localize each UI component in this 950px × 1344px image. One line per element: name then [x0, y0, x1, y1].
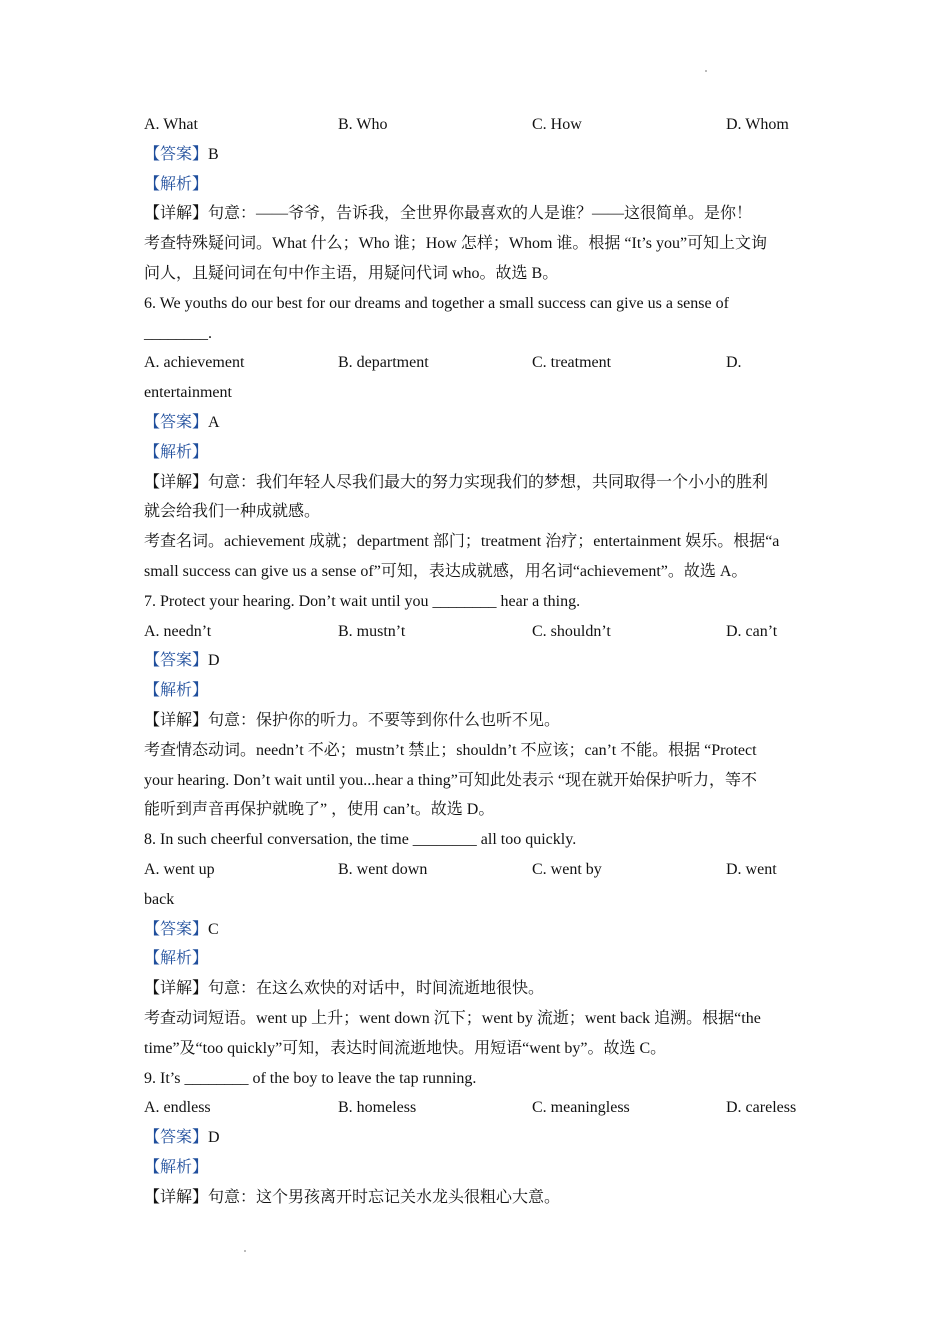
- q8-explain-2: time”及“too quickly”可知，表达时间流逝地快。用短语“went by”。故选 C。: [144, 1039, 667, 1057]
- q5-option-b: B. Who: [338, 116, 388, 133]
- q7-options: [144, 617, 824, 647]
- q5-option-d: D. Whom: [726, 116, 789, 133]
- answer-label: 【答案】: [144, 1129, 209, 1147]
- q8-option-b: B. went down: [338, 860, 428, 878]
- q7-explain-1: 考查情态动词。needn’t 不必；mustn’t 禁止；shouldn’t 不应该；can’t 不能。根据 “Protect: [144, 741, 757, 759]
- q6-option-b: B. department: [338, 354, 429, 372]
- q9-analysis-label: 【解析】: [144, 1158, 209, 1176]
- answer-value: A: [208, 413, 220, 431]
- q8-option-d: D. went: [726, 860, 777, 878]
- q6-stem-2: ________.: [144, 324, 212, 342]
- q9-option-d: D. careless: [726, 1099, 797, 1117]
- q5-detail: 【详解】句意：——爷爷，告诉我，全世界你最喜欢的人是谁？——这很简单。是你！: [144, 205, 753, 223]
- answer-value: D: [208, 1129, 220, 1147]
- answer-label: 【答案】: [144, 920, 209, 938]
- q9-option-a: A. endless: [144, 1099, 211, 1117]
- q9-answer: [144, 1123, 824, 1153]
- q7-analysis-label: 【解析】: [144, 682, 209, 700]
- q8-option-d-text: back: [144, 890, 175, 908]
- q8-option-a: A. went up: [144, 860, 215, 878]
- q9-stem: 9. It’s ________ of the boy to leave the tap running.: [144, 1069, 477, 1087]
- q6-analysis-label: 【解析】: [144, 443, 209, 461]
- q6-option-a: A. achievement: [144, 354, 245, 372]
- q8-detail: 【详解】句意：在这么欢快的对话中，时间流逝地很快。: [144, 980, 545, 998]
- q8-explain-1: 考查动词短语。went up 上升；went down 沉下；went by 流逝；went back 追溯。根据“the: [144, 1009, 761, 1027]
- q6-answer: [144, 408, 824, 438]
- q8-analysis-label: 【解析】: [144, 950, 209, 968]
- q7-option-a: A. needn’t: [144, 622, 212, 640]
- q8-stem: 8. In such cheerful conversation, the time ________ all too quickly.: [144, 831, 577, 849]
- q7-explain-2: your hearing. Don’t wait until you...hear a thing”可知此处表示 “现在就开始保护听力，等不: [144, 771, 757, 789]
- q9-detail: 【详解】句意：这个男孩离开时忘记关水龙头很粗心大意。: [144, 1188, 561, 1206]
- answer-value: B: [208, 145, 219, 163]
- q7-detail: 【详解】句意：保护你的听力。不要等到你什么也听不见。: [144, 711, 561, 729]
- q5-answer: [144, 140, 824, 170]
- q6-stem-1: 6. We youths do our best for our dreams and together a small success can give us a sense of: [144, 294, 729, 312]
- q9-option-c: C. meaningless: [532, 1099, 630, 1117]
- q6-options: [144, 348, 824, 378]
- q5-option-c: C. How: [532, 116, 582, 133]
- answer-value: D: [208, 652, 220, 670]
- q9-option-b: B. homeless: [338, 1099, 417, 1117]
- q6-option-c: C. treatment: [532, 354, 612, 372]
- q8-option-c: C. went by: [532, 860, 602, 878]
- answer-label: 【答案】: [144, 652, 209, 670]
- answer-value: C: [208, 920, 219, 938]
- q8-options: [144, 855, 824, 885]
- document-page: [144, 110, 824, 1212]
- q7-answer: [144, 646, 824, 676]
- q5-explain-1: 考查特殊疑问词。What 什么；Who 谁；How 怎样；Whom 谁。根据 “It’s you”可知上文询: [144, 235, 768, 253]
- q6-explain-1: 考查名词。achievement 成就；department 部门；treatment 治疗；entertainment 娱乐。根据“a: [144, 533, 780, 551]
- q5-options: [144, 110, 824, 140]
- q7-option-b: B. mustn’t: [338, 622, 406, 640]
- q8-answer: [144, 915, 824, 945]
- answer-label: 【答案】: [144, 145, 209, 163]
- q7-stem: 7. Protect your hearing. Don’t wait until you ________ hear a thing.: [144, 592, 581, 610]
- answer-label: 【答案】: [144, 413, 209, 431]
- scan-dot-top: [705, 70, 707, 72]
- q5-option-a: A. What: [144, 116, 198, 133]
- q7-explain-3: 能听到声音再保护就晚了” ，使用 can’t。故选 D。: [144, 801, 495, 819]
- q6-option-d-text: entertainment: [144, 384, 232, 402]
- q6-explain-2: small success can give us a sense of”可知，表达成就感，用名词“achievement”。故选 A。: [144, 562, 748, 580]
- q7-option-c: C. shouldn’t: [532, 622, 611, 640]
- scan-dot-bottom: [244, 1250, 246, 1252]
- q9-options: [144, 1093, 824, 1123]
- q7-option-d: D. can’t: [726, 622, 778, 640]
- q6-detail-1: 【详解】句意：我们年轻人尽我们最大的努力实现我们的梦想，共同取得一个小小的胜利: [144, 473, 769, 491]
- q5-explain-2: 问人，且疑问词在句中作主语，用疑问代词 who。故选 B。: [144, 264, 559, 282]
- q6-option-d: D.: [726, 354, 742, 372]
- q5-analysis-label: 【解析】: [144, 175, 209, 193]
- q6-detail-2: 就会给我们一种成就感。: [144, 503, 321, 521]
